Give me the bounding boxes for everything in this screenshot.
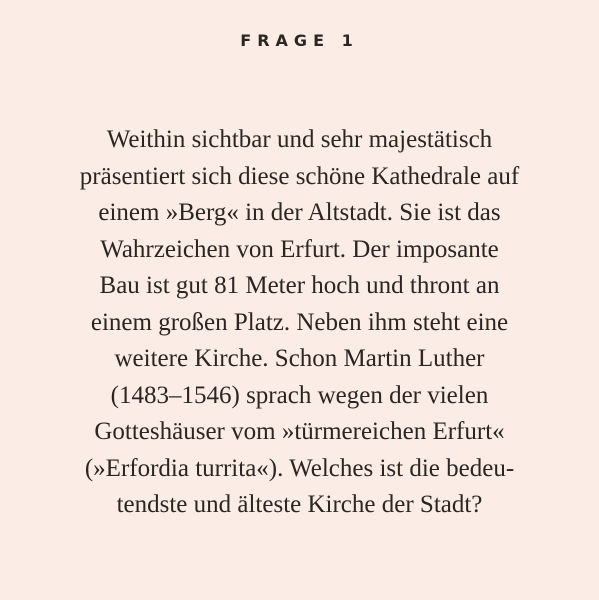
question-line: (1483–1546) sprach wegen der vielen xyxy=(110,381,489,409)
question-line: einem großen Platz. Neben ihm steht eine xyxy=(90,308,509,336)
question-line: tendste und älteste Kirche der Stadt? xyxy=(116,491,483,518)
question-line: einem »Berg« in der Altstadt. Sie ist das xyxy=(98,199,501,226)
question-line: präsentiert sich diese schöne Kathedrale auf xyxy=(79,162,520,190)
question-line: Weithin sichtbar und sehr majestätisch xyxy=(106,126,493,153)
question-line: weitere Kirche. Schon Martin Luther xyxy=(114,345,485,372)
question-text xyxy=(40,122,559,524)
question-line: Bau ist gut 81 Meter hoch und thront an xyxy=(99,272,500,299)
question-line: Gotteshäuser vom »türmereichen Erfurt« xyxy=(94,418,505,445)
question-heading: FRAGE 1 xyxy=(240,31,359,50)
question-line: (»Erfordia turrita«). Welches ist die bedeu- xyxy=(84,454,515,482)
question-line: Wahrzeichen von Erfurt. Der imposante xyxy=(100,235,499,263)
